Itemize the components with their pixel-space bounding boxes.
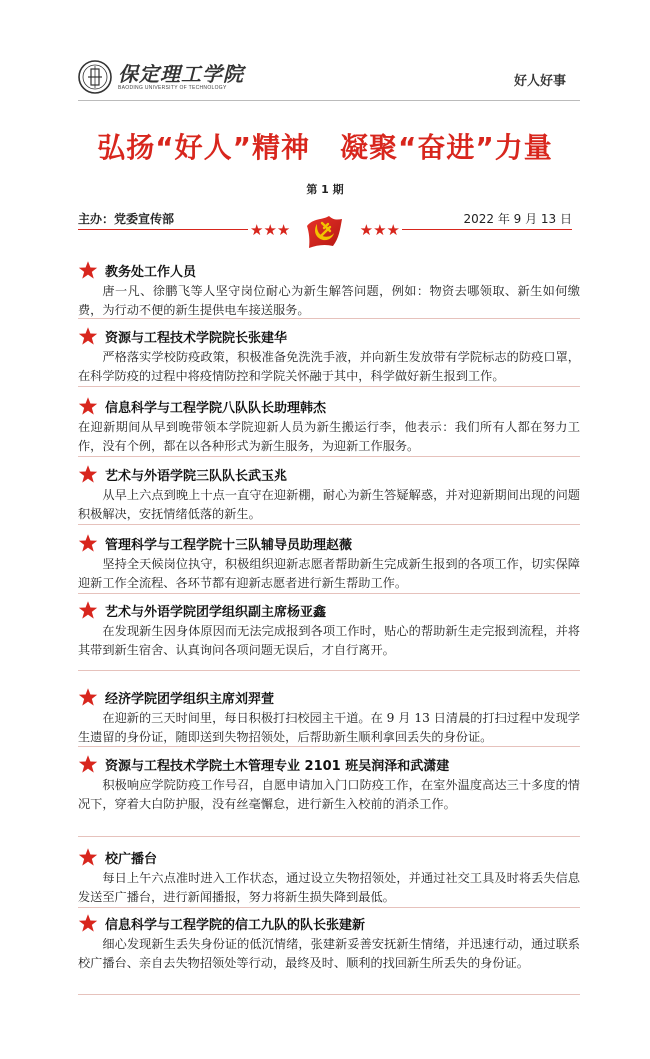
star-icon [78, 913, 98, 933]
entry-title: 信息科学与工程学院八队队长助理韩杰 [105, 400, 327, 416]
list-item [78, 599, 580, 660]
entry-body: 在迎新期间从早到晚带领本学院迎新人员为新生搬运行李，他表示：我们所有人都在努力工作，没有个例，都在以各种形式为新生服务，为迎新工作服务。 [78, 420, 580, 453]
column-name: 好人好事 [513, 74, 566, 89]
entry-body: 严格落实学校防疫政策，积极准备免洗洗手液，并向新生发放带有学院标志的防疫口罩，在科学防疫的过程中将疫情防控和学院关怀融于其中，科学做好新生报到工作。 [78, 350, 580, 383]
list-item [78, 753, 580, 814]
star-icon [78, 396, 98, 416]
title-part-2: 凝聚“奋进”力量 [340, 131, 553, 164]
entry-title: 信息科学与工程学院的信工九队的队长张建新 [105, 917, 366, 933]
host-label: 主办：党委宣传部 [78, 212, 175, 226]
host-underline [78, 229, 248, 230]
list-item [78, 395, 580, 456]
entry-title: 资源与工程技术学院院长张建华 [105, 330, 288, 346]
entry-body: 从早上六点到晚上十点一直守在迎新棚，耐心为新生答疑解惑，并对迎新期间出现的问题积极解决，安抚情绪低落的新生。 [78, 488, 580, 521]
entry-divider [78, 670, 580, 671]
university-seal-icon [78, 60, 112, 94]
entry-divider [78, 386, 580, 387]
star-icon [78, 260, 98, 280]
list-item [78, 463, 580, 524]
star-icon [78, 754, 98, 774]
entry-body: 积极响应学院防疫工作号召，自愿申请加入门口防疫工作，在室外温度高达三十多度的情况下，穿着大白防护服，没有丝毫懈怠，进行新生入校前的消杀工作。 [78, 778, 580, 811]
entry-title: 管理科学与工程学院十三队辅导员助理赵薇 [105, 537, 353, 553]
title-part-1: 弘扬“好人”精神 [97, 131, 310, 164]
entry-title: 教务处工作人员 [105, 264, 197, 280]
issue-number: 第 1 期 [306, 183, 344, 196]
entry-divider [78, 593, 580, 594]
header-divider [78, 100, 580, 101]
entry-body: 坚持全天候岗位执守，积极组织迎新志愿者帮助新生完成新生报到的各项工作，切实保障迎新工作全流程、各环节都有迎新志愿者进行新生帮助工作。 [78, 557, 580, 590]
entry-divider [78, 836, 580, 837]
list-item [78, 532, 580, 593]
entry-title: 资源与工程技术学院土木管理专业 2101 班吴润泽和武潇建 [105, 758, 450, 774]
list-item [78, 912, 580, 973]
list-item [78, 686, 580, 747]
entry-body: 细心发现新生丢失身份证的低沉情绪，张建新妥善安抚新生情绪，并迅速行动，通过联系校广播台、亲自去失物招领处等行动，最终及时、顺利的找回新生所丢失的身份证。 [78, 937, 580, 970]
entry-divider [78, 907, 580, 908]
decorative-stars-left: ★★★ [250, 221, 291, 239]
entry-divider [78, 746, 580, 747]
entry-body: 在发现新生因身体原因而无法完成报到各项工作时，贴心的帮助新生走完报到流程，并将其带到新生宿舍、认真询问各项问题无误后，才自行离开。 [78, 624, 580, 657]
university-logo [78, 60, 244, 94]
entry-body: 唐一凡、徐鹏飞等人坚守岗位耐心为新生解答问题，例如：物资去哪领取、新生如何缴费，为行动不便的新生提供电车接送服务。 [78, 284, 580, 317]
list-item [78, 325, 580, 386]
entry-title: 艺术与外语学院三队队长武玉兆 [105, 468, 288, 484]
party-emblem-icon [303, 210, 345, 252]
list-item [78, 259, 580, 320]
entry-title: 校广播台 [105, 851, 158, 867]
publish-date: 2022 年 9 月 13 日 [463, 212, 572, 226]
star-icon [78, 326, 98, 346]
star-icon [78, 464, 98, 484]
entry-divider [78, 524, 580, 525]
star-icon [78, 533, 98, 553]
entry-divider [78, 318, 580, 319]
entry-body: 在迎新的三天时间里，每日积极打扫校园主干道。在 9 月 13 日清晨的打扫过程中发现学生遗留的身份证，随即送到失物招领处，后帮助新生顺利拿回丢失的身份证。 [78, 711, 580, 744]
entry-body: 每日上午六点准时进入工作状态，通过设立失物招领处，并通过社交工具及时将丢失信息发送至广播台，进行新闻播报，努力将新生损失降到最低。 [78, 871, 580, 904]
list-item [78, 846, 580, 907]
entry-divider [78, 456, 580, 457]
entry-title: 艺术与外语学院团学组织副主席杨亚鑫 [105, 604, 327, 620]
decorative-stars-right: ★★★ [359, 221, 400, 239]
star-icon [78, 847, 98, 867]
page-header [0, 0, 650, 100]
entry-divider [78, 994, 580, 995]
date-underline [402, 229, 572, 230]
page-title [0, 126, 650, 166]
logo-english-name: BAODING UNIVERSITY OF TECHNOLOGY [118, 84, 227, 91]
logo-chinese-name: 保定理工学院 [118, 61, 244, 86]
masthead-meta [78, 210, 572, 250]
star-icon [78, 687, 98, 707]
entry-title: 经济学院团学组织主席刘羿萱 [105, 691, 275, 707]
star-icon [78, 600, 98, 620]
